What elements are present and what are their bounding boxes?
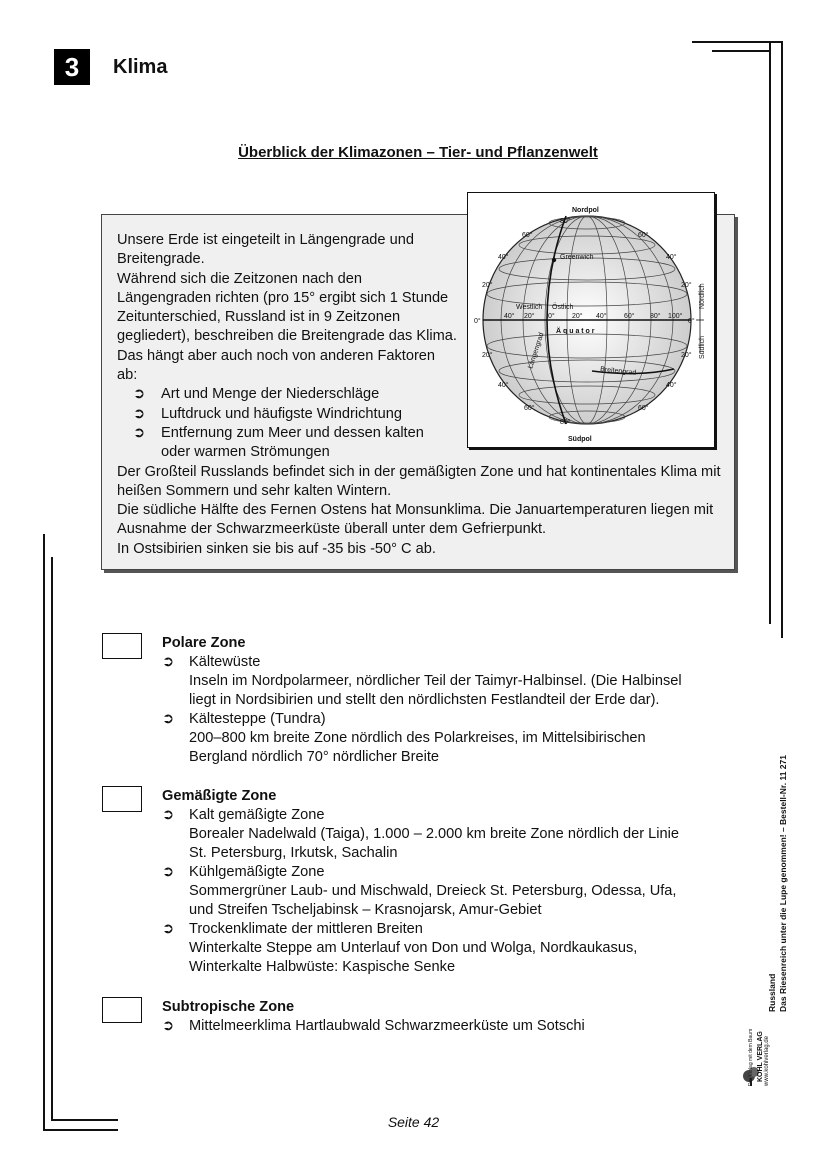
info-bullet: ➲ Entfernung zum Meer und dessen kalten oder warmen Strömungen <box>133 424 463 463</box>
zone-item <box>162 1017 585 1036</box>
svg-text:40°: 40° <box>504 313 515 320</box>
info-para-2: Während sich die Zeitzonen nach den Längengraden richten (pro 15° ergibt sich 1 Stunde Zeitunterschied, Russland ist in 9 Zeitzonen gegliedert), beschreiben die Breitengrade das Klima. Das hängt aber auch noch von anderen Faktoren ab: <box>117 270 457 384</box>
globe-label-north: Nordpol <box>572 207 599 214</box>
arrow-icon: ➲ <box>133 405 146 422</box>
page-number: Seite 42 <box>387 1114 440 1130</box>
zone-item <box>162 710 326 729</box>
zone-item <box>162 920 423 939</box>
frame-line-left-v1 <box>43 534 45 1130</box>
zone-checkbox[interactable] <box>102 997 142 1023</box>
zone-checkbox[interactable] <box>102 633 142 659</box>
svg-text:60°: 60° <box>624 313 635 320</box>
svg-text:40°: 40° <box>596 313 607 320</box>
svg-text:80°: 80° <box>560 419 571 426</box>
globe-figure <box>467 192 715 448</box>
zone-item-description: Sommergrüner Laub- und Mischwald, Dreieck St. Petersburg, Odessa, Ufa, <box>189 883 677 900</box>
publisher-tagline: Der Verlag mit dem Baum <box>748 1028 754 1086</box>
zone-item-label: Kältewüste <box>189 654 261 670</box>
zone-item <box>162 806 324 825</box>
frame-line-right-v2 <box>781 41 783 638</box>
zone-checkbox[interactable] <box>102 786 142 812</box>
chapter-title: Klima <box>113 56 168 78</box>
arrow-icon: ➲ <box>133 424 146 441</box>
publisher-name: KOHL VERLAG <box>757 1031 764 1082</box>
zone-item-description: 200–800 km breite Zone nördlich des Polarkreises, im Mittelsibirischen <box>189 730 646 747</box>
svg-text:60°: 60° <box>638 405 649 412</box>
svg-text:40°: 40° <box>666 382 677 389</box>
zone-item-description: St. Petersburg, Irkutsk, Sachalin <box>189 845 398 862</box>
globe-label-south: Südpol <box>568 436 592 443</box>
arrow-icon: ➲ <box>162 1018 175 1034</box>
svg-text:20°: 20° <box>681 352 692 359</box>
zone-item <box>162 863 324 882</box>
svg-text:40°: 40° <box>498 382 509 389</box>
info-bullet: ➲ Art und Menge der Niederschläge <box>133 385 463 404</box>
zone-item-description: Inseln im Nordpolarmeer, nördlicher Teil der Taimyr-Halbinsel. (Die Halbinsel <box>189 673 682 690</box>
svg-text:20°: 20° <box>572 313 583 320</box>
zone-item-description: und Streifen Tscheljabinsk – Krasnojarsk, Amur-Gebiet <box>189 902 542 919</box>
svg-text:20°: 20° <box>482 282 493 289</box>
globe-label-greenwich: Greenwich <box>560 254 594 261</box>
globe-sphere <box>483 216 704 424</box>
zone-item-description: Bergland nördlich 70° nördlicher Breite <box>189 749 440 766</box>
zone-title: Polare Zone <box>162 635 246 651</box>
svg-text:80°: 80° <box>560 218 571 225</box>
globe-label-equator: Ä q u a t o r <box>556 328 595 335</box>
info-para-3: Der Großteil Russlands befindet sich in der gemäßigten Zone und hat kontinentales Klima mit heißen Sommern und sehr kalten Wintern. <box>117 463 721 499</box>
zone-title: Gemäßigte Zone <box>162 788 277 804</box>
frame-line-left-v2 <box>51 557 53 1119</box>
zone-title: Subtropische Zone <box>162 999 295 1015</box>
zone-item-label: Kalt gemäßigte Zone <box>189 807 325 823</box>
info-para-5: In Ostsibirien sinken sie bis auf -35 bis -50° C ab. <box>117 540 436 557</box>
svg-text:20°: 20° <box>524 313 535 320</box>
globe-label-axis-south: Südlich <box>699 336 706 359</box>
zone-item-label: Kühlgemäßigte Zone <box>189 864 325 880</box>
svg-text:80°: 80° <box>650 313 661 320</box>
arrow-icon: ➲ <box>162 864 175 880</box>
globe-diagram <box>468 193 714 447</box>
chapter-number: 3 <box>54 49 90 85</box>
info-para-4: Die südliche Hälfte des Fernen Ostens hat Monsunklima. Die Januartemperaturen liegen mit Ausnahme der Schwarzmeerküste überall unter dem Gefrierpunkt. <box>117 502 714 538</box>
zone-item-description: Borealer Nadelwald (Taiga), 1.000 – 2.000 km breite Zone nördlich der Linie <box>189 826 679 843</box>
zone-item-label: Kältesteppe (Tundra) <box>189 711 326 727</box>
zone-item <box>162 653 260 672</box>
section-subtitle: Überblick der Klimazonen – Tier- und Pflanzenwelt <box>238 144 598 161</box>
zone-item-description: Winterkalte Steppe am Unterlauf von Don und Wolga, Nordkaukasus, <box>189 940 638 957</box>
zone-item-description: Winterkalte Halbwüste: Kaspische Senke <box>189 959 456 976</box>
globe-label-west: Westlich <box>516 304 543 311</box>
frame-line-right-v1 <box>769 41 771 624</box>
zone-item-label: Mittelmeerklima Hartlaubwald Schwarzmeerküste um Sotschi <box>189 1018 585 1034</box>
svg-text:40°: 40° <box>498 254 509 261</box>
arrow-icon: ➲ <box>162 654 175 670</box>
svg-text:40°: 40° <box>666 254 677 261</box>
info-para-1: Unsere Erde ist eingeteilt in Längengrade und Breitengrade. <box>117 232 414 268</box>
svg-text:60°: 60° <box>524 405 535 412</box>
arrow-icon: ➲ <box>162 711 175 727</box>
globe-label-axis-north: Nördlich <box>699 283 706 309</box>
svg-text:20°: 20° <box>482 352 493 359</box>
globe-label-latitude: Breitengrad <box>599 366 637 377</box>
frame-line-top-right-h1 <box>692 41 770 43</box>
frame-line-top-right-h2 <box>712 50 770 52</box>
sidebar-subtitle: Das Riesenreich unter die Lupe genommen! – Bestell-Nr. 11 271 <box>778 755 788 1012</box>
frame-line-right-top-h <box>770 41 782 43</box>
publisher-website: www.kohlverlag.de <box>764 1035 770 1086</box>
globe-label-east: Östlich <box>552 304 574 311</box>
arrow-icon: ➲ <box>133 386 146 403</box>
svg-text:100°: 100° <box>668 313 683 320</box>
globe-label-longitude: Längengrad <box>527 331 546 370</box>
arrow-icon: ➲ <box>162 807 175 823</box>
arrow-icon: ➲ <box>162 921 175 937</box>
svg-text:60°: 60° <box>638 232 649 239</box>
sidebar-title: Russland <box>767 973 777 1012</box>
zone-item-description: liegt in Nordsibirien und stellt den nördlichsten Festlandteil der Erde dar). <box>189 692 660 709</box>
svg-text:60°: 60° <box>522 232 533 239</box>
svg-text:20°: 20° <box>681 282 692 289</box>
zone-item-label: Trockenklimate der mittleren Breiten <box>189 921 423 937</box>
svg-text:0°: 0° <box>474 318 481 325</box>
svg-text:0°: 0° <box>688 318 695 325</box>
svg-text:0°: 0° <box>548 313 555 320</box>
info-bullet: ➲ Luftdruck und häufigste Windrichtung <box>133 405 463 424</box>
